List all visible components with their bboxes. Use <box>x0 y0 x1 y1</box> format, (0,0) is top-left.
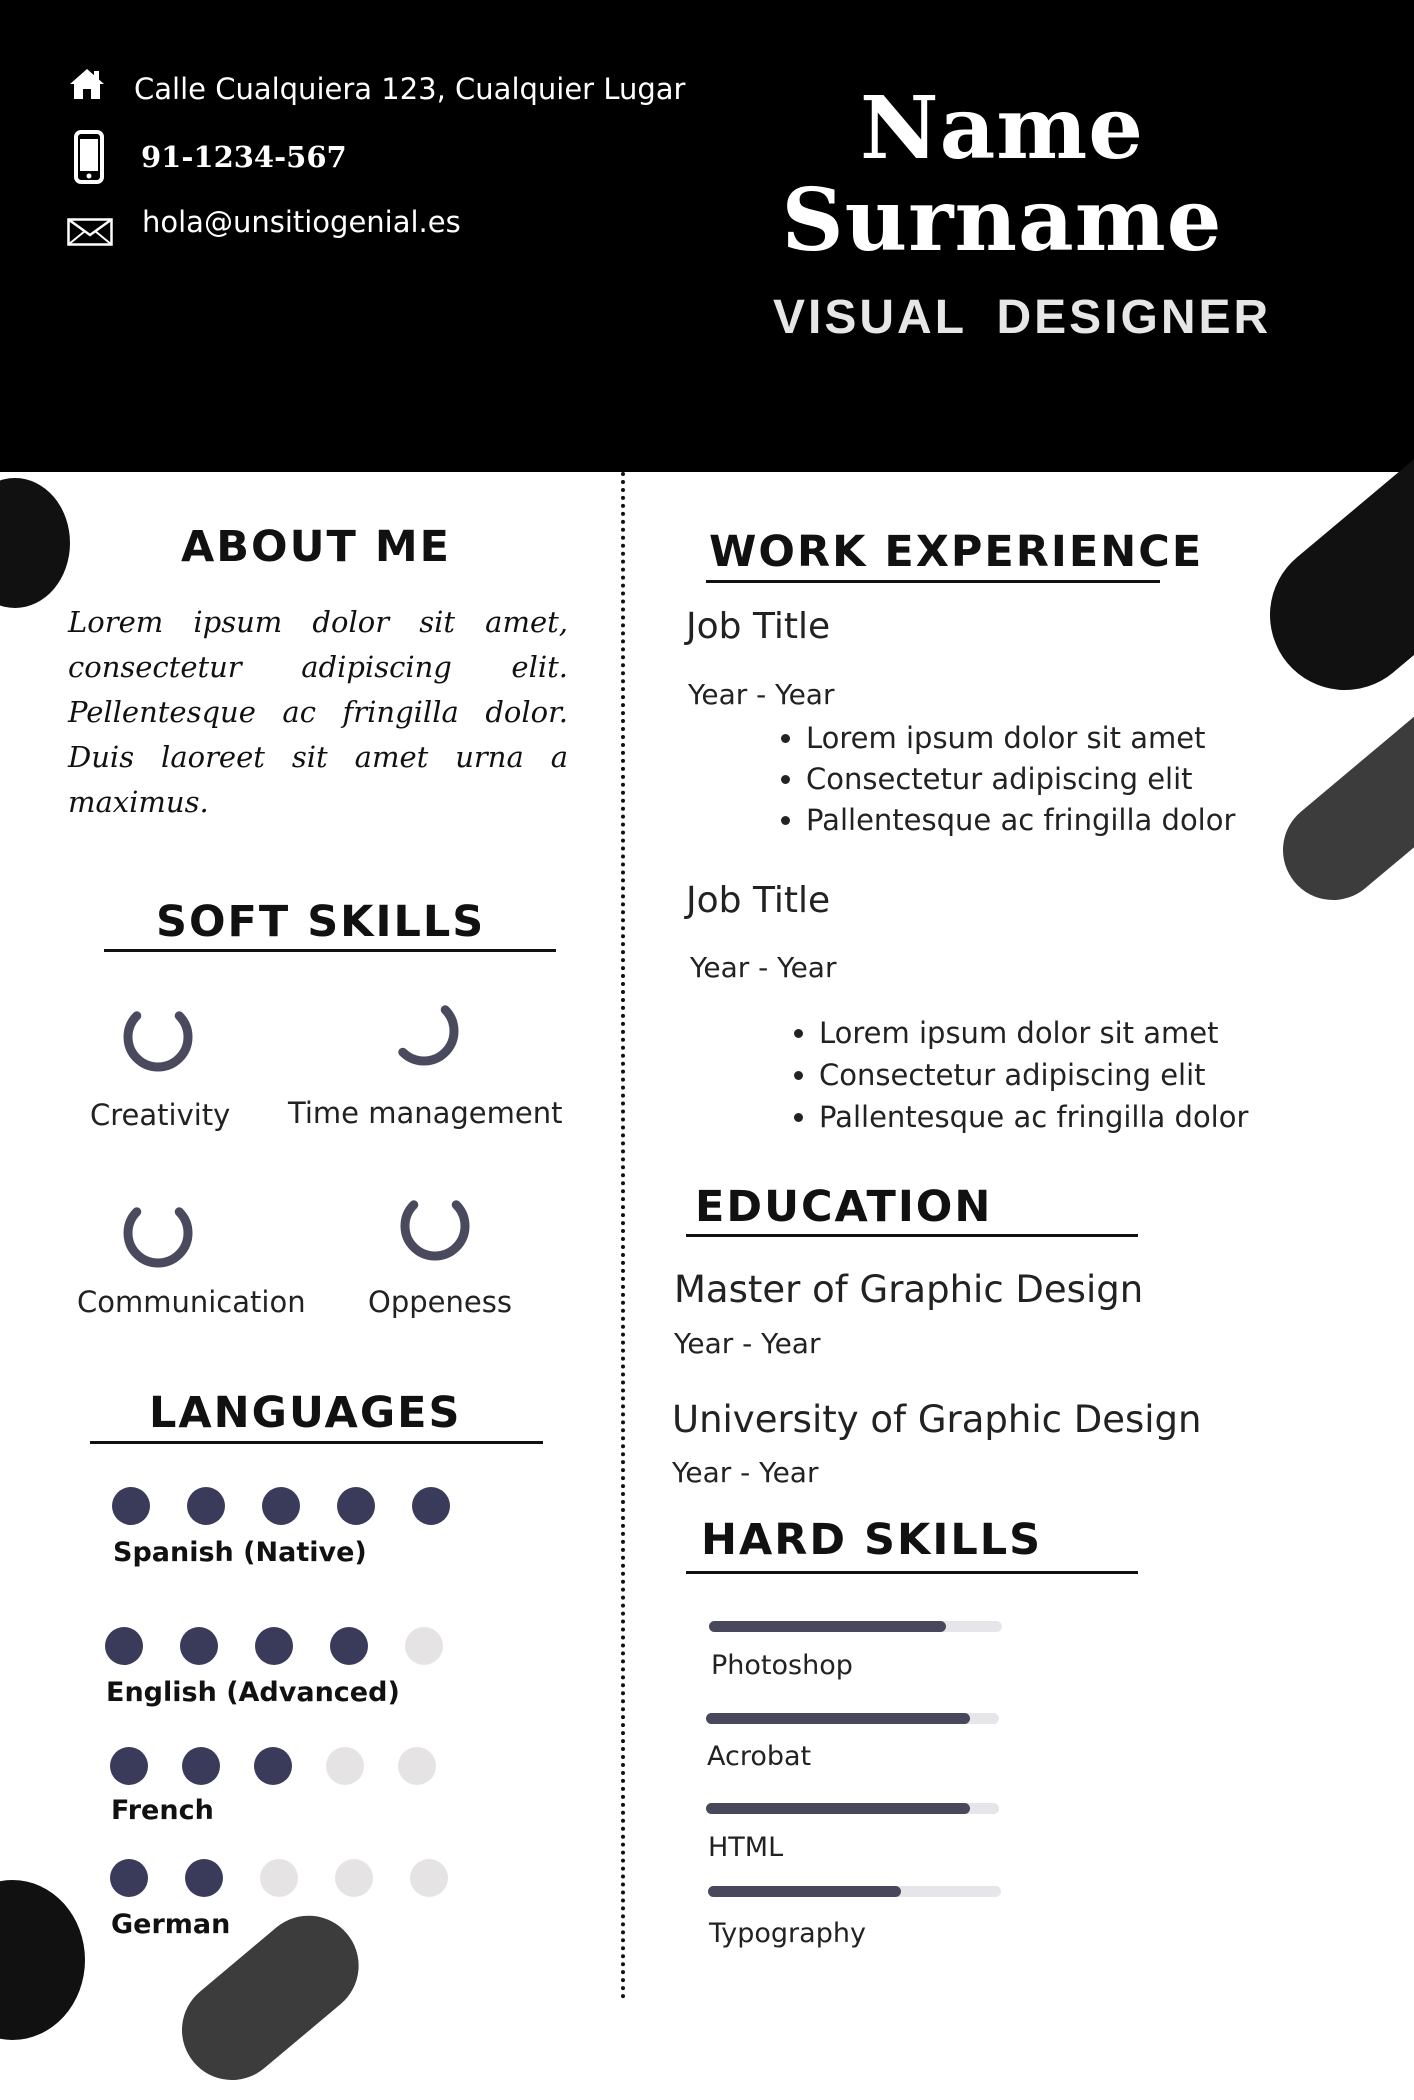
job-2-bullet-3: • Pallentesque ac fringilla dolor <box>819 1096 1248 1138</box>
level-dot-filled <box>110 1747 148 1785</box>
time-management-progress-arc <box>384 991 464 1071</box>
education-rule <box>686 1234 1138 1237</box>
level-dot-filled <box>255 1627 293 1665</box>
level-dot-empty <box>405 1627 443 1665</box>
work-rule <box>706 580 1160 583</box>
decor-pill-right <box>1263 651 1414 920</box>
typography-bar-fill <box>708 1886 901 1897</box>
soft-skills-rule <box>104 949 556 952</box>
hard-skills-heading: HARD SKILLS <box>701 1515 1043 1565</box>
job-title-1: Job Title <box>686 606 831 647</box>
job-bullets-2 <box>787 1012 1248 1138</box>
home-icon <box>68 66 106 102</box>
skill-time-management: Time management <box>288 1096 563 1130</box>
acrobat-bar-fill <box>706 1713 970 1724</box>
lang-spanish: Spanish (Native) <box>113 1537 367 1568</box>
first-name: Name <box>859 78 1145 179</box>
html-bar-track <box>706 1803 999 1814</box>
oppeness-progress-arc <box>395 1186 475 1266</box>
level-dot-filled <box>180 1627 218 1665</box>
level-dot-empty <box>326 1747 364 1785</box>
column-divider <box>621 472 625 2000</box>
photoshop-bar-track <box>709 1621 1002 1632</box>
communication-progress-arc <box>118 1193 198 1273</box>
edu-years-2: Year - Year <box>672 1456 819 1489</box>
level-dot-empty <box>335 1859 373 1897</box>
level-dot-filled <box>254 1747 292 1785</box>
level-dot-filled <box>337 1487 375 1525</box>
job-1-bullet-2: • Consectetur adipiscing elit <box>806 759 1235 800</box>
work-heading: WORK EXPERIENCE <box>709 527 1204 577</box>
lang-english: English (Advanced) <box>106 1677 400 1708</box>
acrobat-bar-track <box>706 1713 999 1724</box>
level-dot-empty <box>260 1859 298 1897</box>
job-2-bullet-2: • Consectetur adipiscing elit <box>819 1054 1248 1096</box>
about-text: Lorem ipsum dolor sit amet, consectetur adipiscing elit. Pellentesque ac fringilla dolor. Duis laoreet sit amet urna a maximus. <box>68 605 568 819</box>
education-heading: EDUCATION <box>695 1182 993 1232</box>
edu-title-2: University of Graphic Design <box>672 1398 1202 1441</box>
about-heading: ABOUT ME <box>181 522 451 572</box>
job-bullets-1 <box>774 718 1235 841</box>
edu-title-1: Master of Graphic Design <box>674 1268 1144 1311</box>
hard-skill-photoshop: Photoshop <box>711 1650 853 1681</box>
photoshop-bar-fill <box>709 1621 946 1632</box>
level-dot-empty <box>410 1859 448 1897</box>
decor-blob-top-left <box>0 478 70 608</box>
level-dot-filled <box>412 1487 450 1525</box>
html-bar-fill <box>706 1803 970 1814</box>
hard-skill-typography: Typography <box>709 1918 866 1949</box>
level-dot-filled <box>330 1627 368 1665</box>
typography-bar-track <box>708 1886 1001 1897</box>
hard-skills-rule <box>686 1571 1138 1574</box>
soft-skills-heading: SOFT SKILLS <box>156 897 486 947</box>
level-dot-filled <box>105 1627 143 1665</box>
level-dot-filled <box>110 1859 148 1897</box>
job-title-2: Job Title <box>686 880 831 921</box>
hard-skill-html: HTML <box>708 1832 784 1863</box>
lang-french: French <box>111 1795 214 1826</box>
job-1-bullet-1: • Lorem ipsum dolor sit amet <box>806 718 1235 759</box>
job-2-bullet-1: • Lorem ipsum dolor sit amet <box>819 1012 1248 1054</box>
edu-years-1: Year - Year <box>674 1327 821 1360</box>
decor-blob-bottom-left <box>0 1880 85 2040</box>
creativity-progress-arc <box>118 997 198 1077</box>
level-dot-filled <box>262 1487 300 1525</box>
level-dot-filled <box>185 1859 223 1897</box>
job-years-2: Year - Year <box>690 951 837 984</box>
skill-communication: Communication <box>77 1285 306 1319</box>
languages-rule <box>90 1441 543 1444</box>
level-dot-empty <box>398 1747 436 1785</box>
level-dot-filled <box>187 1487 225 1525</box>
lang-german: German <box>111 1909 231 1940</box>
hard-skill-acrobat: Acrobat <box>707 1741 812 1772</box>
phone-text: 91-1234-567 <box>141 140 347 174</box>
job-years-1: Year - Year <box>688 678 835 711</box>
skill-creativity: Creativity <box>90 1098 231 1132</box>
job-role: VISUAL DESIGNER <box>773 291 1272 344</box>
job-1-bullet-3: • Pallentesque ac fringilla dolor <box>806 800 1235 841</box>
email-text: hola@unsitiogenial.es <box>142 205 461 239</box>
mail-icon <box>67 218 113 246</box>
languages-heading: LANGUAGES <box>149 1388 462 1438</box>
level-dot-filled <box>182 1747 220 1785</box>
phone-icon <box>74 130 104 184</box>
last-name: Surname <box>781 170 1223 271</box>
address-text: Calle Cualquiera 123, Cualquier Lugar <box>134 72 686 106</box>
level-dot-filled <box>112 1487 150 1525</box>
skill-oppeness: Oppeness <box>368 1285 512 1319</box>
